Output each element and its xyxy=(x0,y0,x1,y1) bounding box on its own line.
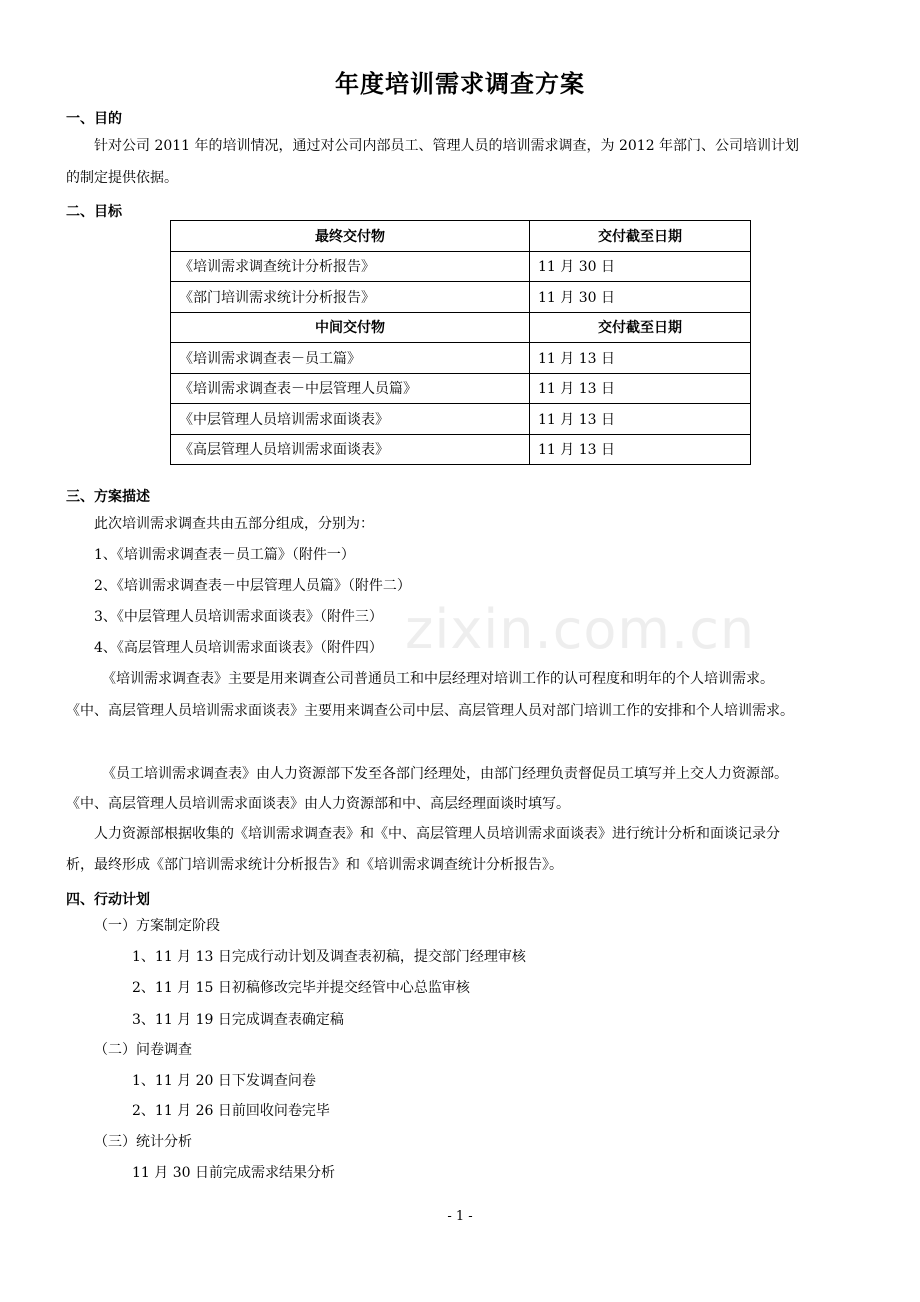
table-cell: 11 月 13 日 xyxy=(530,434,751,465)
table-cell: 《培训需求调查表－中层管理人员篇》 xyxy=(171,373,530,404)
table-cell: 《部门培训需求统计分析报告》 xyxy=(171,282,530,313)
paragraph-intro: 此次培训需求调查共由五部分组成，分别为： xyxy=(94,516,374,532)
paragraph-c-line1: 人力资源部根据收集的《培训需求调查表》和《中、高层管理人员培训需求面谈表》进行统计分析和面谈记录分 xyxy=(94,826,780,842)
list-item: 1、《培训需求调查表－员工篇》（附件一） xyxy=(94,547,355,563)
phase-item: 1、11 月 20 日下发调查问卷 xyxy=(132,1073,316,1089)
watermark: zixin.com.cn xyxy=(405,598,756,661)
table-row xyxy=(171,251,751,282)
table-header-cell: 中间交付物 xyxy=(171,312,530,343)
phase-item: 1、11 月 13 日完成行动计划及调查表初稿，提交部门经理审核 xyxy=(132,949,526,965)
list-item: 2、《培训需求调查表－中层管理人员篇》（附件二） xyxy=(94,578,411,594)
phase-heading: （三）统计分析 xyxy=(94,1134,192,1150)
list-item: 3、《中层管理人员培训需求面谈表》（附件三） xyxy=(94,609,383,625)
paragraph-purpose-line2: 的制定提供依据。 xyxy=(66,170,178,186)
table-header-cell: 交付截至日期 xyxy=(530,221,751,252)
phase-item: 2、11 月 15 日初稿修改完毕并提交经管中心总监审核 xyxy=(132,980,470,996)
table-cell: 《培训需求调查统计分析报告》 xyxy=(171,251,530,282)
table-cell: 11 月 30 日 xyxy=(530,251,751,282)
paragraph-a-line2: 《中、高层管理人员培训需求面谈表》主要用来调查公司中层、高层管理人员对部门培训工作的安排和个人培训需求。 xyxy=(66,703,794,719)
paragraph-c-line2: 析，最终形成《部门培训需求统计分析报告》和《培训需求调查统计分析报告》。 xyxy=(66,857,563,873)
paragraph-b-line2: 《中、高层管理人员培训需求面谈表》由人力资源部和中、高层经理面谈时填写。 xyxy=(66,796,570,812)
table-header-row xyxy=(171,221,751,252)
table-cell: 《高层管理人员培训需求面谈表》 xyxy=(171,434,530,465)
list-item: 4、《高层管理人员培训需求面谈表》（附件四） xyxy=(94,640,383,656)
paragraph-a-line1: 《培训需求调查表》主要是用来调查公司普通员工和中层经理对培训工作的认可程度和明年的个人培训需求。 xyxy=(102,671,774,687)
table-row xyxy=(171,373,751,404)
table-row xyxy=(171,434,751,465)
phase-item: 3、11 月 19 日完成调查表确定稿 xyxy=(132,1012,344,1028)
table-row xyxy=(171,404,751,435)
section-heading-plan-description: 三、方案描述 xyxy=(66,489,150,505)
table-header-row xyxy=(171,312,751,343)
phase-item: 2、11 月 26 日前回收问卷完毕 xyxy=(132,1103,330,1119)
phase-heading: （一）方案制定阶段 xyxy=(94,918,220,934)
deliverables-table xyxy=(170,220,751,465)
table-header-cell: 最终交付物 xyxy=(171,221,530,252)
page-number: - 1 - xyxy=(447,1209,473,1224)
section-heading-goals: 二、目标 xyxy=(66,204,122,220)
table-row xyxy=(171,343,751,374)
paragraph-purpose-line1: 针对公司 2011 年的培训情况，通过对公司内部员工、管理人员的培训需求调查，为 2012 年部门、公司培训计划 xyxy=(94,138,800,154)
table-cell: 11 月 30 日 xyxy=(530,282,751,313)
table-cell: 11 月 13 日 xyxy=(530,404,751,435)
table-cell: 11 月 13 日 xyxy=(530,343,751,374)
paragraph-b-line1: 《员工培训需求调查表》由人力资源部下发至各部门经理处，由部门经理负责督促员工填写并上交人力资源部。 xyxy=(102,766,788,782)
table-cell: 《培训需求调查表－员工篇》 xyxy=(171,343,530,374)
table-header-cell: 交付截至日期 xyxy=(530,312,751,343)
phase-heading: （二）问卷调查 xyxy=(94,1042,192,1058)
section-heading-action-plan: 四、行动计划 xyxy=(66,892,150,908)
table-row xyxy=(171,282,751,313)
section-heading-purpose: 一、目的 xyxy=(66,111,122,127)
table-cell: 《中层管理人员培训需求面谈表》 xyxy=(171,404,530,435)
phase-item: 11 月 30 日前完成需求结果分析 xyxy=(132,1165,335,1181)
table-cell: 11 月 13 日 xyxy=(530,373,751,404)
document-title: 年度培训需求调查方案 xyxy=(335,70,585,98)
